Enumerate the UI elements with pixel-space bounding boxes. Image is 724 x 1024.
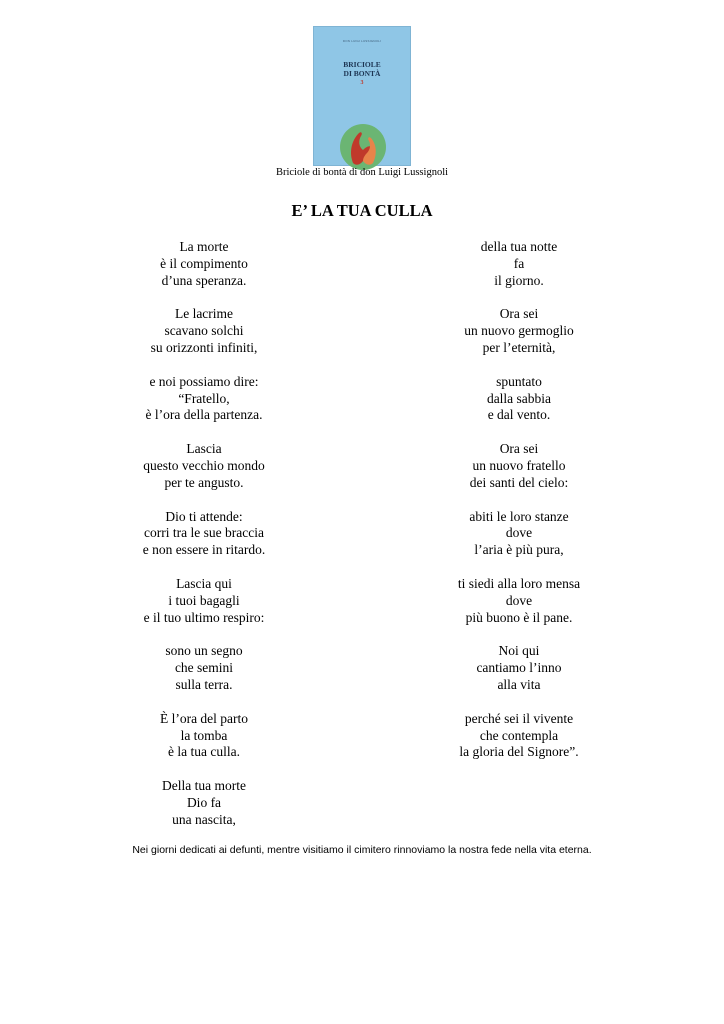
poem-line: sulla terra. — [175, 676, 233, 692]
poem-line: è il compimento — [160, 255, 248, 271]
poem-stanza — [419, 239, 619, 289]
poem-stanza — [104, 778, 304, 828]
cover-author: DON LUIGI LUSSIGNOLI — [342, 39, 382, 43]
poem-right-column — [419, 239, 619, 778]
poem-stanza — [419, 374, 619, 424]
cover-volume-number: 3 — [360, 80, 364, 86]
poem-title: E’ LA TUA CULLA — [291, 201, 433, 220]
poem-line: Lascia — [186, 441, 222, 457]
poem-line: per l’eternità, — [482, 339, 556, 355]
poem-line: Dio fa — [186, 794, 222, 810]
poem-stanza — [419, 711, 619, 761]
cover-caption: Briciole di bontà di don Luigi Lussignoli — [275, 167, 449, 178]
poem-line: della tua notte — [480, 239, 558, 254]
poem-stanza — [419, 509, 619, 559]
poem-left-column — [104, 239, 304, 846]
poem-line: è la tua culla. — [168, 744, 240, 760]
poem-line: “Fratello, — [178, 390, 230, 406]
poem-line: Ora sei — [499, 441, 539, 457]
poem-line: che contempla — [479, 727, 559, 743]
poem-line: dove — [505, 592, 533, 608]
poem-line: Ora sei — [499, 306, 539, 322]
poem-line: è l’ora della partenza. — [145, 407, 263, 423]
poem-line: e dal vento. — [487, 407, 551, 423]
poem-stanza — [419, 576, 619, 626]
poem-line: perché sei il vivente — [464, 710, 574, 726]
poem-line: un nuovo fratello — [472, 457, 566, 473]
poem-stanza — [104, 576, 304, 626]
poem-line: È l’ora del parto — [159, 710, 249, 726]
poem-stanza — [419, 306, 619, 356]
poem-stanza — [104, 374, 304, 424]
poem-line: un nuovo germoglio — [464, 323, 574, 339]
poem-line: spuntato — [496, 373, 542, 389]
poem-line: fa — [513, 255, 525, 271]
poem-line: questo vecchio mondo — [143, 457, 265, 473]
poem-line: una nascita, — [172, 811, 236, 827]
poem-line: il giorno. — [494, 272, 544, 288]
poem-line: scavano solchi — [164, 323, 244, 339]
poem-line: Dio ti attende: — [165, 508, 243, 524]
poem-line: e non essere in ritardo. — [142, 542, 266, 558]
cover-title-line1: BRICIOLE — [343, 60, 381, 69]
poem-line: corri tra le sue braccia — [144, 525, 264, 541]
poem-stanza — [104, 643, 304, 693]
poem-line: abiti le loro stanze — [469, 508, 569, 524]
cover-title — [314, 61, 410, 78]
poem-line: Le lacrime — [174, 306, 234, 322]
poem-stanza — [104, 239, 304, 289]
poem-line: che semini — [174, 660, 234, 676]
poem-line: alla vita — [497, 676, 541, 692]
poem-line: la tomba — [180, 727, 228, 743]
poem-line: l’aria è più pura, — [474, 542, 564, 558]
poem-line: su orizzonti infiniti, — [150, 339, 258, 355]
poem-line: cantiamo l’inno — [476, 660, 562, 676]
poem-line: dove — [505, 525, 533, 541]
poem-line: dei santi del cielo: — [469, 474, 569, 490]
poem-line: e noi possiamo dire: — [149, 373, 259, 389]
cover-circle — [340, 124, 386, 170]
poem-stanza — [104, 306, 304, 356]
poem-line: più buono è il pane. — [465, 609, 573, 625]
poem-line: d’una speranza. — [161, 272, 247, 288]
poem-line: dalla sabbia — [486, 390, 552, 406]
poem-line: Della tua morte — [162, 778, 246, 794]
poem-line: e il tuo ultimo respiro: — [143, 609, 265, 625]
poem-line: la gloria del Signore”. — [459, 744, 579, 760]
poem-line: per te angusto. — [164, 474, 244, 490]
poem-line: Lascia qui — [176, 575, 232, 591]
cover-title-line2: DI BONTÀ — [343, 68, 381, 78]
book-cover-image — [313, 26, 411, 166]
poem-stanza — [419, 643, 619, 693]
poem-stanza — [104, 441, 304, 491]
poem-stanza — [104, 711, 304, 761]
poem-line: sono un segno — [165, 643, 243, 659]
poem-stanza — [419, 441, 619, 491]
poem-line: Noi qui — [498, 643, 540, 659]
hands-circle-icon — [339, 123, 387, 171]
poem-line: ti siedi alla loro mensa — [457, 575, 581, 591]
poem-stanza — [104, 509, 304, 559]
poem-line: La morte — [179, 239, 229, 254]
footer-note: Nei giorni dedicati ai defunti, mentre visitiamo il cimitero rinnoviamo la nostra fede nella vita eterna. — [132, 844, 592, 856]
poem-line: i tuoi bagagli — [168, 592, 240, 608]
